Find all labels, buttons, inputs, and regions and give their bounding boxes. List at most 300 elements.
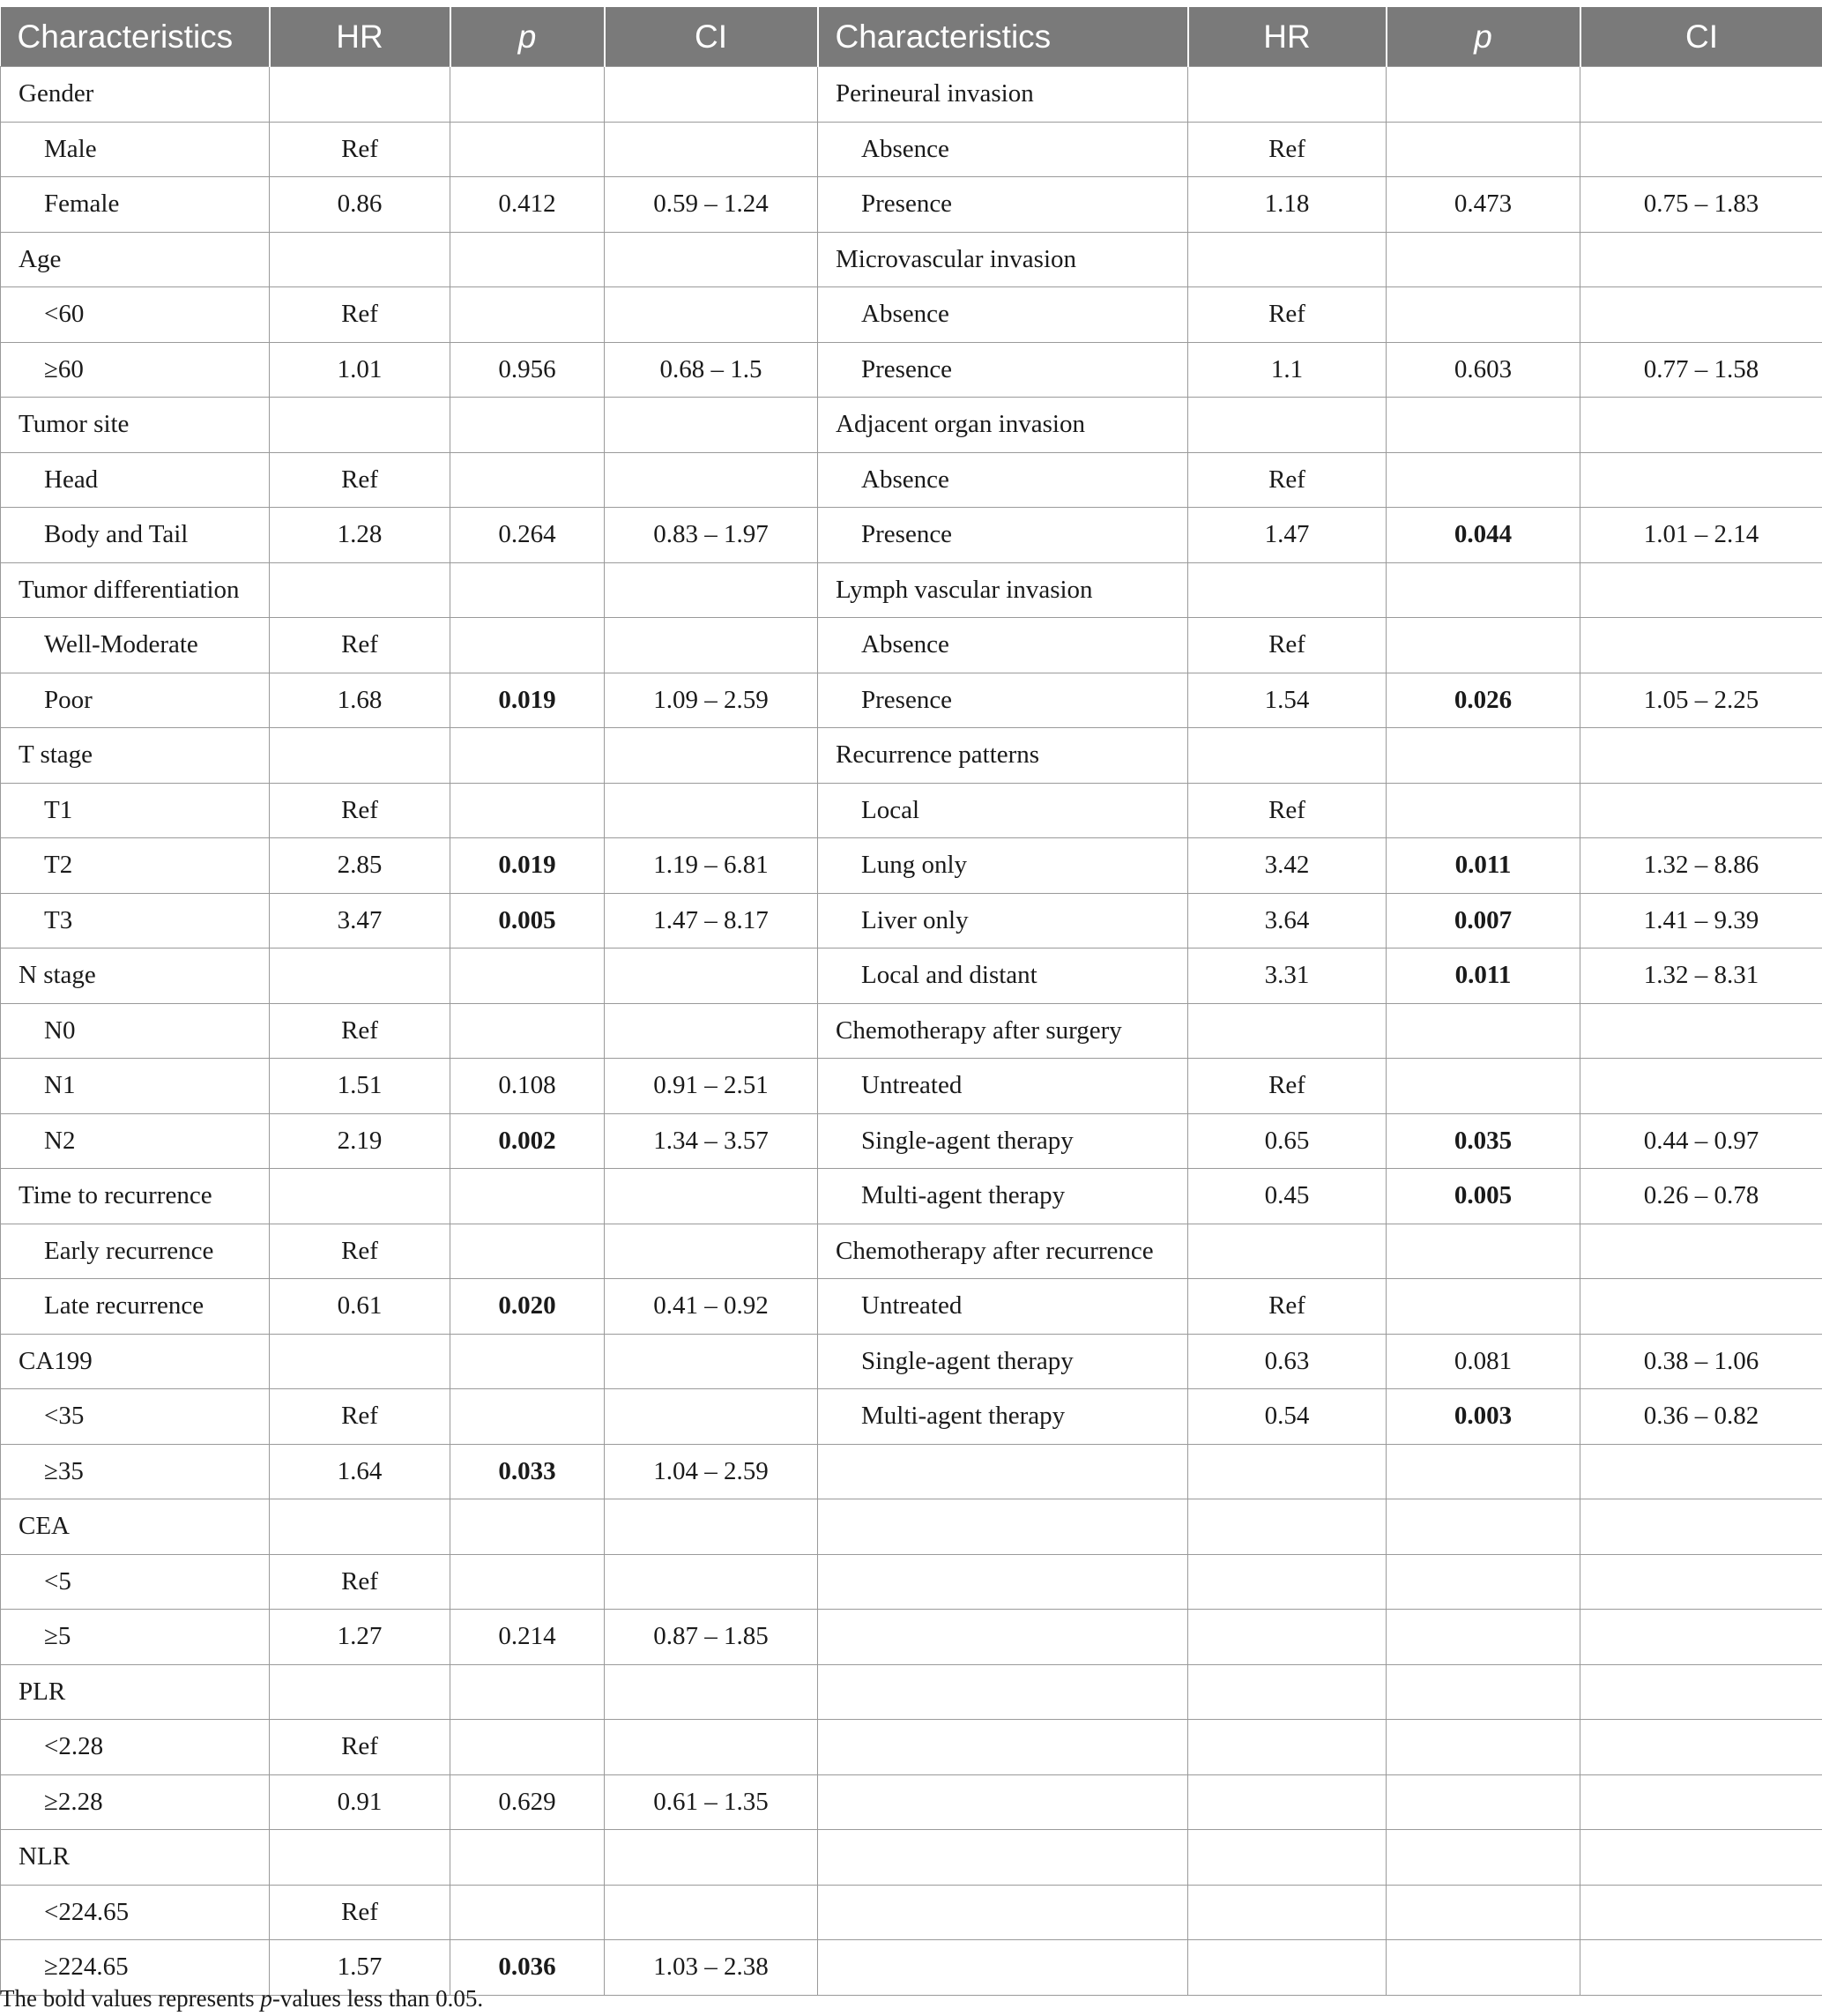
header-hr-right: HR	[1188, 7, 1387, 67]
right-ci-cell	[1580, 1499, 1822, 1555]
left-ci-cell	[605, 728, 818, 784]
right-characteristic-cell: Single-agent therapy	[818, 1113, 1188, 1169]
header-characteristics-right: Characteristics	[818, 7, 1188, 67]
right-p-cell	[1387, 1720, 1580, 1775]
right-p-cell	[1387, 1554, 1580, 1610]
left-hr-cell: Ref	[270, 1003, 450, 1059]
left-ci-cell: 0.91 – 2.51	[605, 1059, 818, 1114]
right-characteristic-cell: Absence	[818, 122, 1188, 177]
right-p-cell: 0.011	[1387, 838, 1580, 894]
left-p-cell	[450, 1830, 605, 1886]
left-characteristic-cell: PLR	[1, 1664, 270, 1720]
right-hr-cell: 0.54	[1188, 1389, 1387, 1445]
header-p-left: p	[450, 7, 605, 67]
right-characteristic-cell	[818, 1720, 1188, 1775]
right-ci-cell: 1.41 – 9.39	[1580, 893, 1822, 948]
right-ci-cell	[1580, 452, 1822, 508]
left-characteristic-cell: ≥5	[1, 1610, 270, 1665]
header-ci-right: CI	[1580, 7, 1822, 67]
table-row	[1, 1664, 1822, 1720]
left-characteristic-cell: Female	[1, 177, 270, 233]
left-characteristic-cell: Poor	[1, 673, 270, 728]
table-header	[1, 7, 1822, 67]
left-ci-cell: 0.68 – 1.5	[605, 342, 818, 398]
right-characteristic-cell: Presence	[818, 508, 1188, 563]
left-ci-cell: 0.59 – 1.24	[605, 177, 818, 233]
left-ci-cell	[605, 287, 818, 343]
right-hr-cell: Ref	[1188, 1059, 1387, 1114]
left-hr-cell: Ref	[270, 452, 450, 508]
left-ci-cell: 1.47 – 8.17	[605, 893, 818, 948]
right-hr-cell	[1188, 1554, 1387, 1610]
left-characteristic-cell: ≥224.65	[1, 1940, 270, 1996]
left-p-cell: 0.412	[450, 177, 605, 233]
header-p-right: p	[1387, 7, 1580, 67]
right-hr-cell: 1.47	[1188, 508, 1387, 563]
left-ci-cell	[605, 1499, 818, 1555]
left-ci-cell	[605, 618, 818, 673]
left-p-cell	[450, 1554, 605, 1610]
right-characteristic-cell: Multi-agent therapy	[818, 1389, 1188, 1445]
results-table-container	[0, 7, 1822, 1996]
right-p-cell: 0.603	[1387, 342, 1580, 398]
right-p-cell	[1387, 67, 1580, 123]
left-hr-cell	[270, 1664, 450, 1720]
left-characteristic-cell: Early recurrence	[1, 1224, 270, 1279]
table-row	[1, 67, 1822, 123]
right-p-cell: 0.081	[1387, 1334, 1580, 1389]
left-p-cell	[450, 618, 605, 673]
right-ci-cell	[1580, 618, 1822, 673]
left-hr-cell	[270, 232, 450, 287]
left-ci-cell	[605, 122, 818, 177]
left-hr-cell: Ref	[270, 1224, 450, 1279]
right-hr-cell: 0.45	[1188, 1169, 1387, 1224]
right-ci-cell	[1580, 1279, 1822, 1335]
footnote-suffix: -values less than 0.05.	[271, 1985, 484, 2012]
right-hr-cell	[1188, 1003, 1387, 1059]
left-p-cell	[450, 562, 605, 618]
right-p-cell	[1387, 728, 1580, 784]
right-hr-cell: Ref	[1188, 783, 1387, 838]
right-characteristic-cell	[818, 1554, 1188, 1610]
left-ci-cell	[605, 948, 818, 1004]
left-p-cell: 0.956	[450, 342, 605, 398]
right-hr-cell: Ref	[1188, 618, 1387, 673]
left-ci-cell	[605, 452, 818, 508]
left-characteristic-cell: Body and Tail	[1, 508, 270, 563]
right-hr-cell: Ref	[1188, 122, 1387, 177]
table-footnote	[0, 1985, 483, 2012]
right-ci-cell	[1580, 122, 1822, 177]
left-characteristic-cell: N0	[1, 1003, 270, 1059]
left-ci-cell: 0.83 – 1.97	[605, 508, 818, 563]
table-row	[1, 1444, 1822, 1499]
table-row	[1, 122, 1822, 177]
right-hr-cell: 3.31	[1188, 948, 1387, 1004]
left-hr-cell: Ref	[270, 122, 450, 177]
header-characteristics-left: Characteristics	[1, 7, 270, 67]
left-p-cell	[450, 1224, 605, 1279]
left-characteristic-cell: Age	[1, 232, 270, 287]
left-characteristic-cell: CA199	[1, 1334, 270, 1389]
right-characteristic-cell: Liver only	[818, 893, 1188, 948]
table-row	[1, 1389, 1822, 1445]
left-p-cell: 0.108	[450, 1059, 605, 1114]
left-hr-cell	[270, 398, 450, 453]
table-row	[1, 1720, 1822, 1775]
right-ci-cell	[1580, 1774, 1822, 1830]
right-hr-cell	[1188, 1610, 1387, 1665]
left-characteristic-cell: ≥60	[1, 342, 270, 398]
left-hr-cell: 0.86	[270, 177, 450, 233]
right-ci-cell: 0.77 – 1.58	[1580, 342, 1822, 398]
table-row	[1, 1499, 1822, 1555]
right-ci-cell: 0.38 – 1.06	[1580, 1334, 1822, 1389]
table-row	[1, 1554, 1822, 1610]
header-row	[1, 7, 1822, 67]
table-row	[1, 893, 1822, 948]
left-hr-cell: 2.19	[270, 1113, 450, 1169]
right-ci-cell	[1580, 1885, 1822, 1940]
right-hr-cell: 3.42	[1188, 838, 1387, 894]
table-row	[1, 673, 1822, 728]
left-p-cell	[450, 1499, 605, 1555]
right-characteristic-cell	[818, 1664, 1188, 1720]
left-characteristic-cell: T3	[1, 893, 270, 948]
left-characteristic-cell: Male	[1, 122, 270, 177]
left-p-cell	[450, 1169, 605, 1224]
left-p-cell: 0.019	[450, 838, 605, 894]
left-ci-cell: 0.87 – 1.85	[605, 1610, 818, 1665]
left-hr-cell	[270, 728, 450, 784]
right-p-cell: 0.473	[1387, 177, 1580, 233]
left-hr-cell: 1.27	[270, 1610, 450, 1665]
right-hr-cell: 0.65	[1188, 1113, 1387, 1169]
left-p-cell: 0.036	[450, 1940, 605, 1996]
right-hr-cell: Ref	[1188, 452, 1387, 508]
right-characteristic-cell: Microvascular invasion	[818, 232, 1188, 287]
left-hr-cell	[270, 1169, 450, 1224]
right-characteristic-cell	[818, 1830, 1188, 1886]
right-p-cell: 0.005	[1387, 1169, 1580, 1224]
left-characteristic-cell: T stage	[1, 728, 270, 784]
right-characteristic-cell	[818, 1610, 1188, 1665]
footnote-italic: p	[260, 1985, 272, 2012]
left-p-cell	[450, 232, 605, 287]
left-hr-cell: Ref	[270, 287, 450, 343]
right-hr-cell: 1.1	[1188, 342, 1387, 398]
table-row	[1, 783, 1822, 838]
left-characteristic-cell: ≥35	[1, 1444, 270, 1499]
left-characteristic-cell: <35	[1, 1389, 270, 1445]
right-ci-cell	[1580, 1610, 1822, 1665]
left-ci-cell	[605, 1169, 818, 1224]
left-p-cell	[450, 783, 605, 838]
left-ci-cell	[605, 1830, 818, 1886]
left-p-cell	[450, 1720, 605, 1775]
table-row	[1, 1830, 1822, 1886]
left-hr-cell	[270, 1499, 450, 1555]
table-row	[1, 342, 1822, 398]
right-characteristic-cell	[818, 1885, 1188, 1940]
table-row	[1, 1169, 1822, 1224]
left-hr-cell: 1.68	[270, 673, 450, 728]
right-ci-cell: 0.26 – 0.78	[1580, 1169, 1822, 1224]
right-characteristic-cell: Absence	[818, 452, 1188, 508]
left-p-cell: 0.264	[450, 508, 605, 563]
right-ci-cell	[1580, 287, 1822, 343]
right-p-cell	[1387, 618, 1580, 673]
right-hr-cell	[1188, 1444, 1387, 1499]
left-ci-cell: 1.09 – 2.59	[605, 673, 818, 728]
left-p-cell	[450, 1003, 605, 1059]
right-p-cell: 0.007	[1387, 893, 1580, 948]
left-characteristic-cell: Gender	[1, 67, 270, 123]
left-p-cell: 0.005	[450, 893, 605, 948]
table-row	[1, 562, 1822, 618]
right-p-cell	[1387, 232, 1580, 287]
right-p-cell: 0.035	[1387, 1113, 1580, 1169]
left-hr-cell	[270, 67, 450, 123]
right-hr-cell	[1188, 1885, 1387, 1940]
table-row	[1, 177, 1822, 233]
right-p-cell: 0.003	[1387, 1389, 1580, 1445]
table-row	[1, 452, 1822, 508]
footnote-prefix: The bold values represents	[0, 1985, 261, 2012]
table-row	[1, 398, 1822, 453]
left-p-cell	[450, 1885, 605, 1940]
left-hr-cell: Ref	[270, 1389, 450, 1445]
left-characteristic-cell: ≥2.28	[1, 1774, 270, 1830]
table-row	[1, 1003, 1822, 1059]
right-hr-cell	[1188, 1774, 1387, 1830]
left-ci-cell: 1.04 – 2.59	[605, 1444, 818, 1499]
left-characteristic-cell: T1	[1, 783, 270, 838]
right-characteristic-cell: Recurrence patterns	[818, 728, 1188, 784]
header-ci-left: CI	[605, 7, 818, 67]
table-row	[1, 1224, 1822, 1279]
right-hr-cell	[1188, 1499, 1387, 1555]
right-characteristic-cell: Single-agent therapy	[818, 1334, 1188, 1389]
left-p-cell: 0.020	[450, 1279, 605, 1335]
left-p-cell	[450, 452, 605, 508]
right-p-cell	[1387, 1664, 1580, 1720]
header-hr-left: HR	[270, 7, 450, 67]
left-hr-cell: Ref	[270, 1885, 450, 1940]
left-p-cell	[450, 728, 605, 784]
left-characteristic-cell: <60	[1, 287, 270, 343]
table-row	[1, 508, 1822, 563]
right-p-cell: 0.044	[1387, 508, 1580, 563]
table-row	[1, 1885, 1822, 1940]
left-ci-cell: 1.03 – 2.38	[605, 1940, 818, 1996]
right-ci-cell	[1580, 783, 1822, 838]
left-hr-cell: 2.85	[270, 838, 450, 894]
right-characteristic-cell: Multi-agent therapy	[818, 1169, 1188, 1224]
right-p-cell	[1387, 398, 1580, 453]
right-p-cell	[1387, 1610, 1580, 1665]
left-ci-cell	[605, 67, 818, 123]
right-p-cell	[1387, 1499, 1580, 1555]
right-hr-cell	[1188, 1830, 1387, 1886]
left-ci-cell	[605, 1389, 818, 1445]
left-ci-cell	[605, 1664, 818, 1720]
left-ci-cell	[605, 398, 818, 453]
right-characteristic-cell	[818, 1940, 1188, 1996]
right-ci-cell: 1.32 – 8.31	[1580, 948, 1822, 1004]
right-characteristic-cell: Untreated	[818, 1059, 1188, 1114]
right-characteristic-cell	[818, 1774, 1188, 1830]
right-characteristic-cell: Local	[818, 783, 1188, 838]
left-p-cell	[450, 67, 605, 123]
right-ci-cell	[1580, 398, 1822, 453]
right-ci-cell: 1.32 – 8.86	[1580, 838, 1822, 894]
table-row	[1, 232, 1822, 287]
right-characteristic-cell: Presence	[818, 177, 1188, 233]
table-body	[1, 67, 1822, 1996]
left-ci-cell	[605, 232, 818, 287]
right-hr-cell	[1188, 562, 1387, 618]
right-ci-cell: 0.36 – 0.82	[1580, 1389, 1822, 1445]
right-ci-cell	[1580, 1224, 1822, 1279]
left-characteristic-cell: N1	[1, 1059, 270, 1114]
left-p-cell: 0.629	[450, 1774, 605, 1830]
left-hr-cell: 1.51	[270, 1059, 450, 1114]
left-hr-cell: 1.28	[270, 508, 450, 563]
table-row	[1, 1279, 1822, 1335]
left-ci-cell	[605, 1224, 818, 1279]
right-p-cell	[1387, 783, 1580, 838]
left-hr-cell	[270, 1830, 450, 1886]
hazard-ratio-table	[0, 7, 1822, 1996]
right-ci-cell	[1580, 728, 1822, 784]
right-hr-cell: Ref	[1188, 1279, 1387, 1335]
right-p-cell	[1387, 1279, 1580, 1335]
left-ci-cell	[605, 1720, 818, 1775]
right-ci-cell: 0.44 – 0.97	[1580, 1113, 1822, 1169]
right-ci-cell: 1.05 – 2.25	[1580, 673, 1822, 728]
left-characteristic-cell: <224.65	[1, 1885, 270, 1940]
right-characteristic-cell: Absence	[818, 287, 1188, 343]
left-ci-cell: 0.61 – 1.35	[605, 1774, 818, 1830]
right-characteristic-cell: Presence	[818, 673, 1188, 728]
right-characteristic-cell: Chemotherapy after surgery	[818, 1003, 1188, 1059]
right-p-cell: 0.011	[1387, 948, 1580, 1004]
left-characteristic-cell: CEA	[1, 1499, 270, 1555]
left-hr-cell: 1.57	[270, 1940, 450, 1996]
table-row	[1, 728, 1822, 784]
left-p-cell	[450, 948, 605, 1004]
left-ci-cell	[605, 1334, 818, 1389]
right-hr-cell: Ref	[1188, 287, 1387, 343]
right-hr-cell	[1188, 232, 1387, 287]
left-characteristic-cell: Head	[1, 452, 270, 508]
left-characteristic-cell: Well-Moderate	[1, 618, 270, 673]
left-hr-cell	[270, 562, 450, 618]
right-ci-cell	[1580, 562, 1822, 618]
left-ci-cell: 0.41 – 0.92	[605, 1279, 818, 1335]
left-ci-cell	[605, 1003, 818, 1059]
left-hr-cell: 1.64	[270, 1444, 450, 1499]
right-characteristic-cell: Absence	[818, 618, 1188, 673]
right-characteristic-cell: Untreated	[818, 1279, 1188, 1335]
left-hr-cell: 3.47	[270, 893, 450, 948]
right-ci-cell	[1580, 1444, 1822, 1499]
right-ci-cell	[1580, 1940, 1822, 1996]
left-characteristic-cell: N stage	[1, 948, 270, 1004]
right-ci-cell	[1580, 232, 1822, 287]
table-row	[1, 287, 1822, 343]
right-hr-cell: 1.18	[1188, 177, 1387, 233]
left-p-cell: 0.214	[450, 1610, 605, 1665]
left-characteristic-cell: Time to recurrence	[1, 1169, 270, 1224]
right-hr-cell: 3.64	[1188, 893, 1387, 948]
right-hr-cell	[1188, 398, 1387, 453]
left-hr-cell: Ref	[270, 618, 450, 673]
right-hr-cell: 1.54	[1188, 673, 1387, 728]
left-characteristic-cell: Tumor differentiation	[1, 562, 270, 618]
right-p-cell	[1387, 1224, 1580, 1279]
table-row	[1, 1113, 1822, 1169]
left-characteristic-cell: N2	[1, 1113, 270, 1169]
right-ci-cell	[1580, 1830, 1822, 1886]
right-p-cell	[1387, 1830, 1580, 1886]
right-p-cell	[1387, 1774, 1580, 1830]
right-characteristic-cell: Perineural invasion	[818, 67, 1188, 123]
right-p-cell	[1387, 1444, 1580, 1499]
left-characteristic-cell: Tumor site	[1, 398, 270, 453]
left-hr-cell	[270, 948, 450, 1004]
table-row	[1, 838, 1822, 894]
right-hr-cell: 0.63	[1188, 1334, 1387, 1389]
left-ci-cell: 1.34 – 3.57	[605, 1113, 818, 1169]
left-ci-cell	[605, 562, 818, 618]
left-hr-cell: 0.91	[270, 1774, 450, 1830]
left-hr-cell: 0.61	[270, 1279, 450, 1335]
left-characteristic-cell: <2.28	[1, 1720, 270, 1775]
left-hr-cell: Ref	[270, 1554, 450, 1610]
table-row	[1, 618, 1822, 673]
table-row	[1, 1774, 1822, 1830]
left-p-cell	[450, 1664, 605, 1720]
table-row	[1, 1059, 1822, 1114]
left-ci-cell: 1.19 – 6.81	[605, 838, 818, 894]
table-row	[1, 948, 1822, 1004]
left-characteristic-cell: T2	[1, 838, 270, 894]
right-p-cell	[1387, 122, 1580, 177]
left-ci-cell	[605, 783, 818, 838]
right-p-cell	[1387, 562, 1580, 618]
right-characteristic-cell	[818, 1499, 1188, 1555]
right-hr-cell	[1188, 1720, 1387, 1775]
right-ci-cell	[1580, 1003, 1822, 1059]
right-p-cell	[1387, 287, 1580, 343]
right-p-cell	[1387, 1940, 1580, 1996]
left-hr-cell: Ref	[270, 783, 450, 838]
right-ci-cell: 1.01 – 2.14	[1580, 508, 1822, 563]
right-ci-cell	[1580, 1664, 1822, 1720]
left-p-cell: 0.002	[450, 1113, 605, 1169]
left-p-cell	[450, 1389, 605, 1445]
left-hr-cell	[270, 1334, 450, 1389]
left-p-cell	[450, 287, 605, 343]
right-hr-cell	[1188, 1940, 1387, 1996]
right-characteristic-cell: Lung only	[818, 838, 1188, 894]
left-p-cell	[450, 398, 605, 453]
right-p-cell	[1387, 1003, 1580, 1059]
right-p-cell	[1387, 1885, 1580, 1940]
